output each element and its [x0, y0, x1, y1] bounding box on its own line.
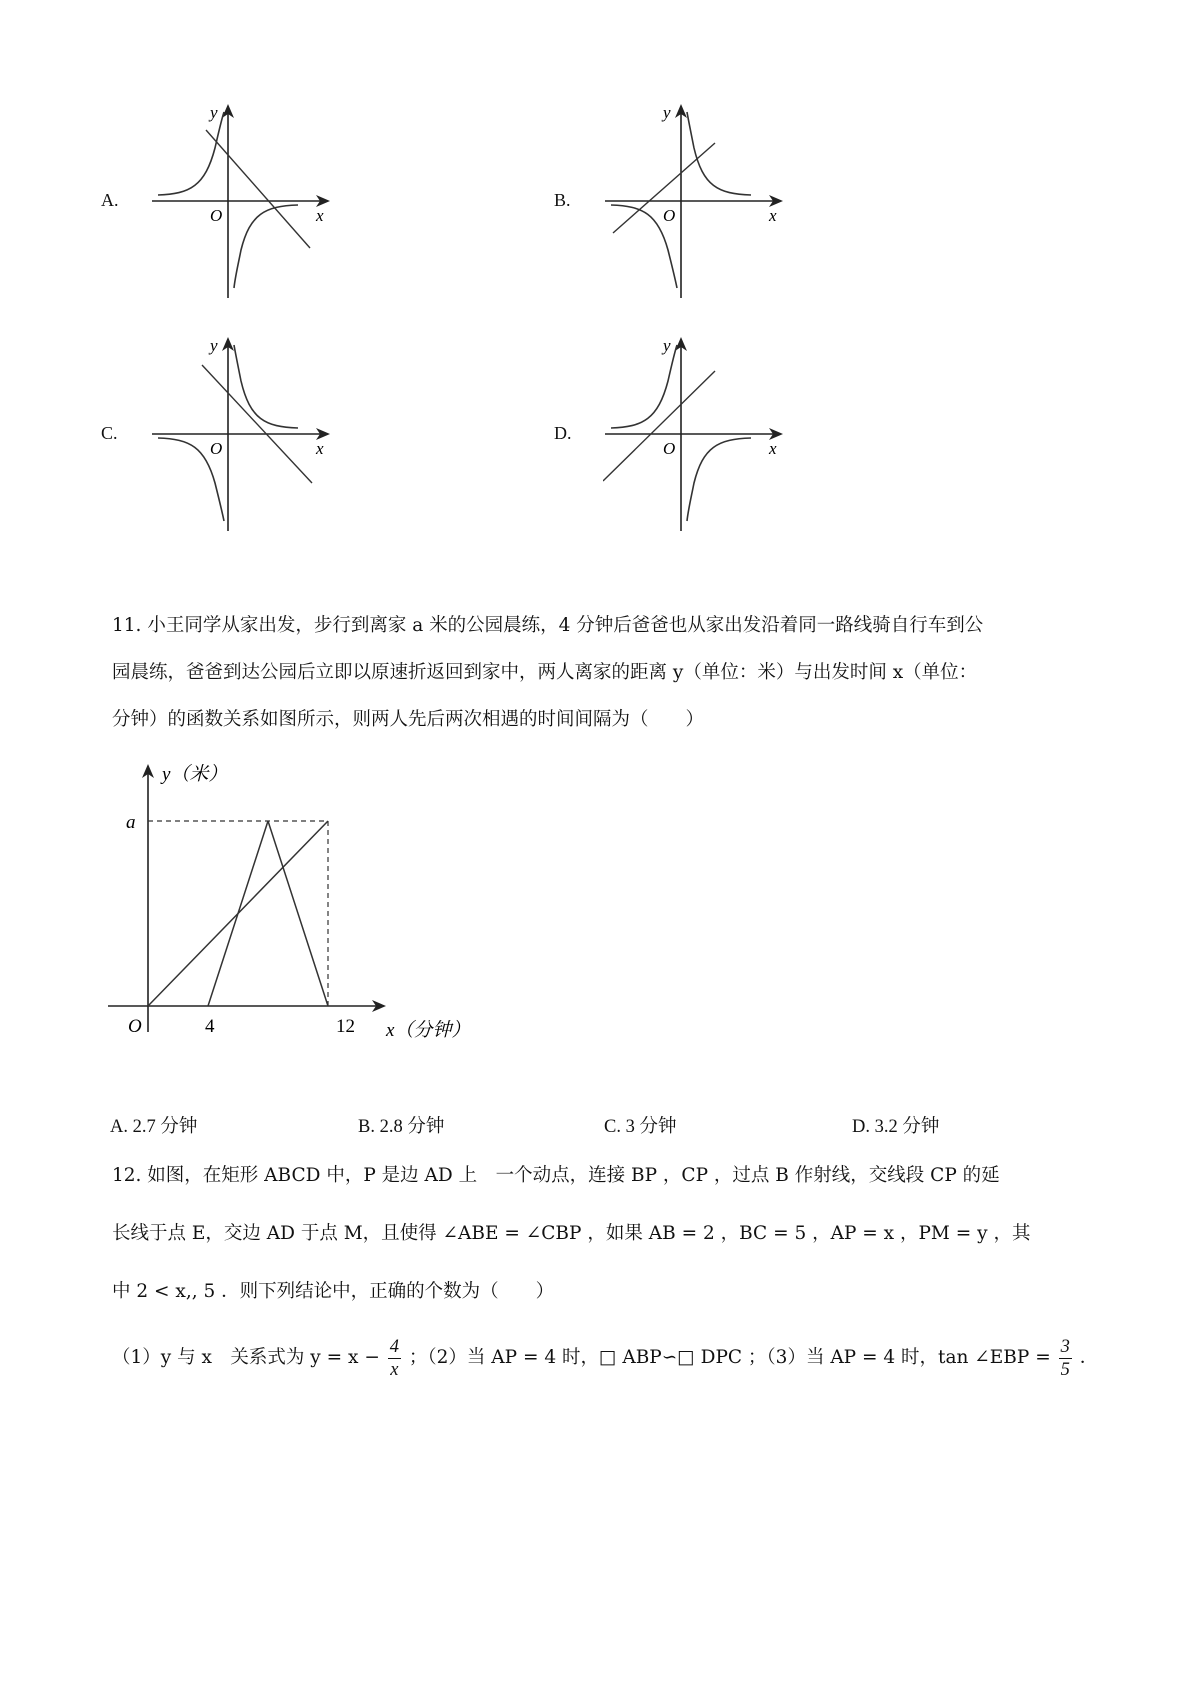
frac-num: 4: [389, 1336, 399, 1357]
q11-distance-time-graph: [108, 752, 488, 1042]
origin-o: O: [128, 1016, 142, 1037]
x-axis-label: x: [769, 206, 777, 225]
q12-text-3: 中 2 < x,, 5 ．则下列结论中，正确的个数为（ ）: [112, 1281, 555, 1302]
axes: [108, 772, 378, 1032]
q11-answer-a[interactable]: A. 2.7 分钟: [110, 1117, 198, 1137]
origin-o: O: [663, 206, 676, 225]
y-axis-label: y（米）: [162, 764, 228, 785]
option-label-c: C.: [101, 423, 118, 443]
x-axis-label: x（分钟）: [386, 1020, 471, 1041]
frac-num: 3: [1060, 1336, 1070, 1357]
q12-line-1: [112, 1164, 1000, 1188]
y-axis-label: y: [210, 336, 218, 355]
option-label-a: A.: [101, 190, 119, 210]
q12-text-2: 长线于点 E，交边 AD 于点 M，且使得 ∠ABE = ∠CBP ，如果 AB = 2 ，BC = 5 ，AP = x ，PM = y ，其: [112, 1223, 1031, 1244]
option-label-b: B.: [554, 190, 571, 210]
option-label-d: D.: [554, 423, 572, 443]
graph-option-d: [603, 331, 803, 536]
hyperbola-branch-right: [234, 205, 298, 288]
q12-line-2: [112, 1222, 1030, 1246]
q11-line-3: [112, 708, 704, 732]
frac-den: x: [390, 1359, 399, 1380]
q12-text-1: 12. 如图，在矩形 ABCD 中，P 是边 AD 上 一个动点，连接 BP ，CP ，过点 B 作射线，交线段 CP 的延: [112, 1165, 1000, 1186]
q12-text-4a: （1）y 与 x 关系式为 y = x −: [112, 1347, 380, 1368]
line-graph: [206, 130, 310, 248]
hyperbola-branch-left: [158, 112, 224, 195]
a-label: a: [126, 812, 136, 833]
x-axis-label: x: [316, 206, 324, 225]
q12-text-4b: ；（2）当 AP = 4 时，□ ABP∽□ DPC ；（3）当 AP = 4 时，tan ∠EBP =: [408, 1347, 1051, 1368]
q11-number: 11.: [112, 615, 142, 636]
father-line-segment-1: [208, 821, 268, 1006]
father-line-segment-2: [268, 821, 328, 1006]
q11-line-2: [112, 661, 977, 685]
origin-o: O: [663, 439, 676, 458]
y-axis-label: y: [663, 103, 671, 122]
fraction-3-over-5: [1059, 1336, 1072, 1381]
line-graph: [603, 371, 715, 481]
q12-text-4-end: ．: [1079, 1347, 1099, 1368]
q11-text-3: 分钟）的函数关系如图所示，则两人先后两次相遇的时间间隔为（ ）: [112, 709, 705, 730]
y-axis-label: y: [663, 336, 671, 355]
tick-12: 12: [336, 1016, 355, 1037]
q12-line-3: [112, 1280, 554, 1304]
x-axis-label: x: [769, 439, 777, 458]
x-axis-label: x: [316, 439, 324, 458]
axes: [152, 345, 322, 531]
line-graph: [202, 365, 312, 483]
q11-answer-d[interactable]: D. 3.2 分钟: [852, 1117, 940, 1137]
q11-text-2: 园晨练，爸爸到达公园后立即以原速折返回到家中，两人离家的距离 y（单位：米）与出发时间 x（单位：: [112, 662, 978, 683]
tick-4: 4: [205, 1016, 215, 1037]
fraction-4-over-x: [388, 1336, 401, 1381]
q11-answer-c[interactable]: C. 3 分钟: [604, 1117, 677, 1137]
y-axis-label: y: [210, 103, 218, 122]
q11-answer-b[interactable]: B. 2.8 分钟: [358, 1117, 445, 1137]
graph-option-c: [150, 331, 350, 536]
frac-den: 5: [1060, 1359, 1070, 1380]
hyperbola-branch-right: [687, 112, 751, 195]
hyperbola-branch-right: [687, 438, 751, 521]
hyperbola-branch-right: [234, 345, 298, 428]
graph-option-b: [603, 98, 803, 303]
q11-text-1: 小王同学从家出发，步行到离家 a 米的公园晨练，4 分钟后爸爸也从家出发沿着同一路线骑自行车到公: [147, 615, 984, 636]
hyperbola-branch-left: [611, 345, 677, 428]
q11-line-1: [112, 614, 983, 638]
origin-o: O: [210, 206, 223, 225]
q12-line-4: [112, 1334, 1098, 1382]
axes: [605, 112, 775, 298]
origin-o: O: [210, 439, 223, 458]
graph-option-a: [150, 98, 350, 303]
